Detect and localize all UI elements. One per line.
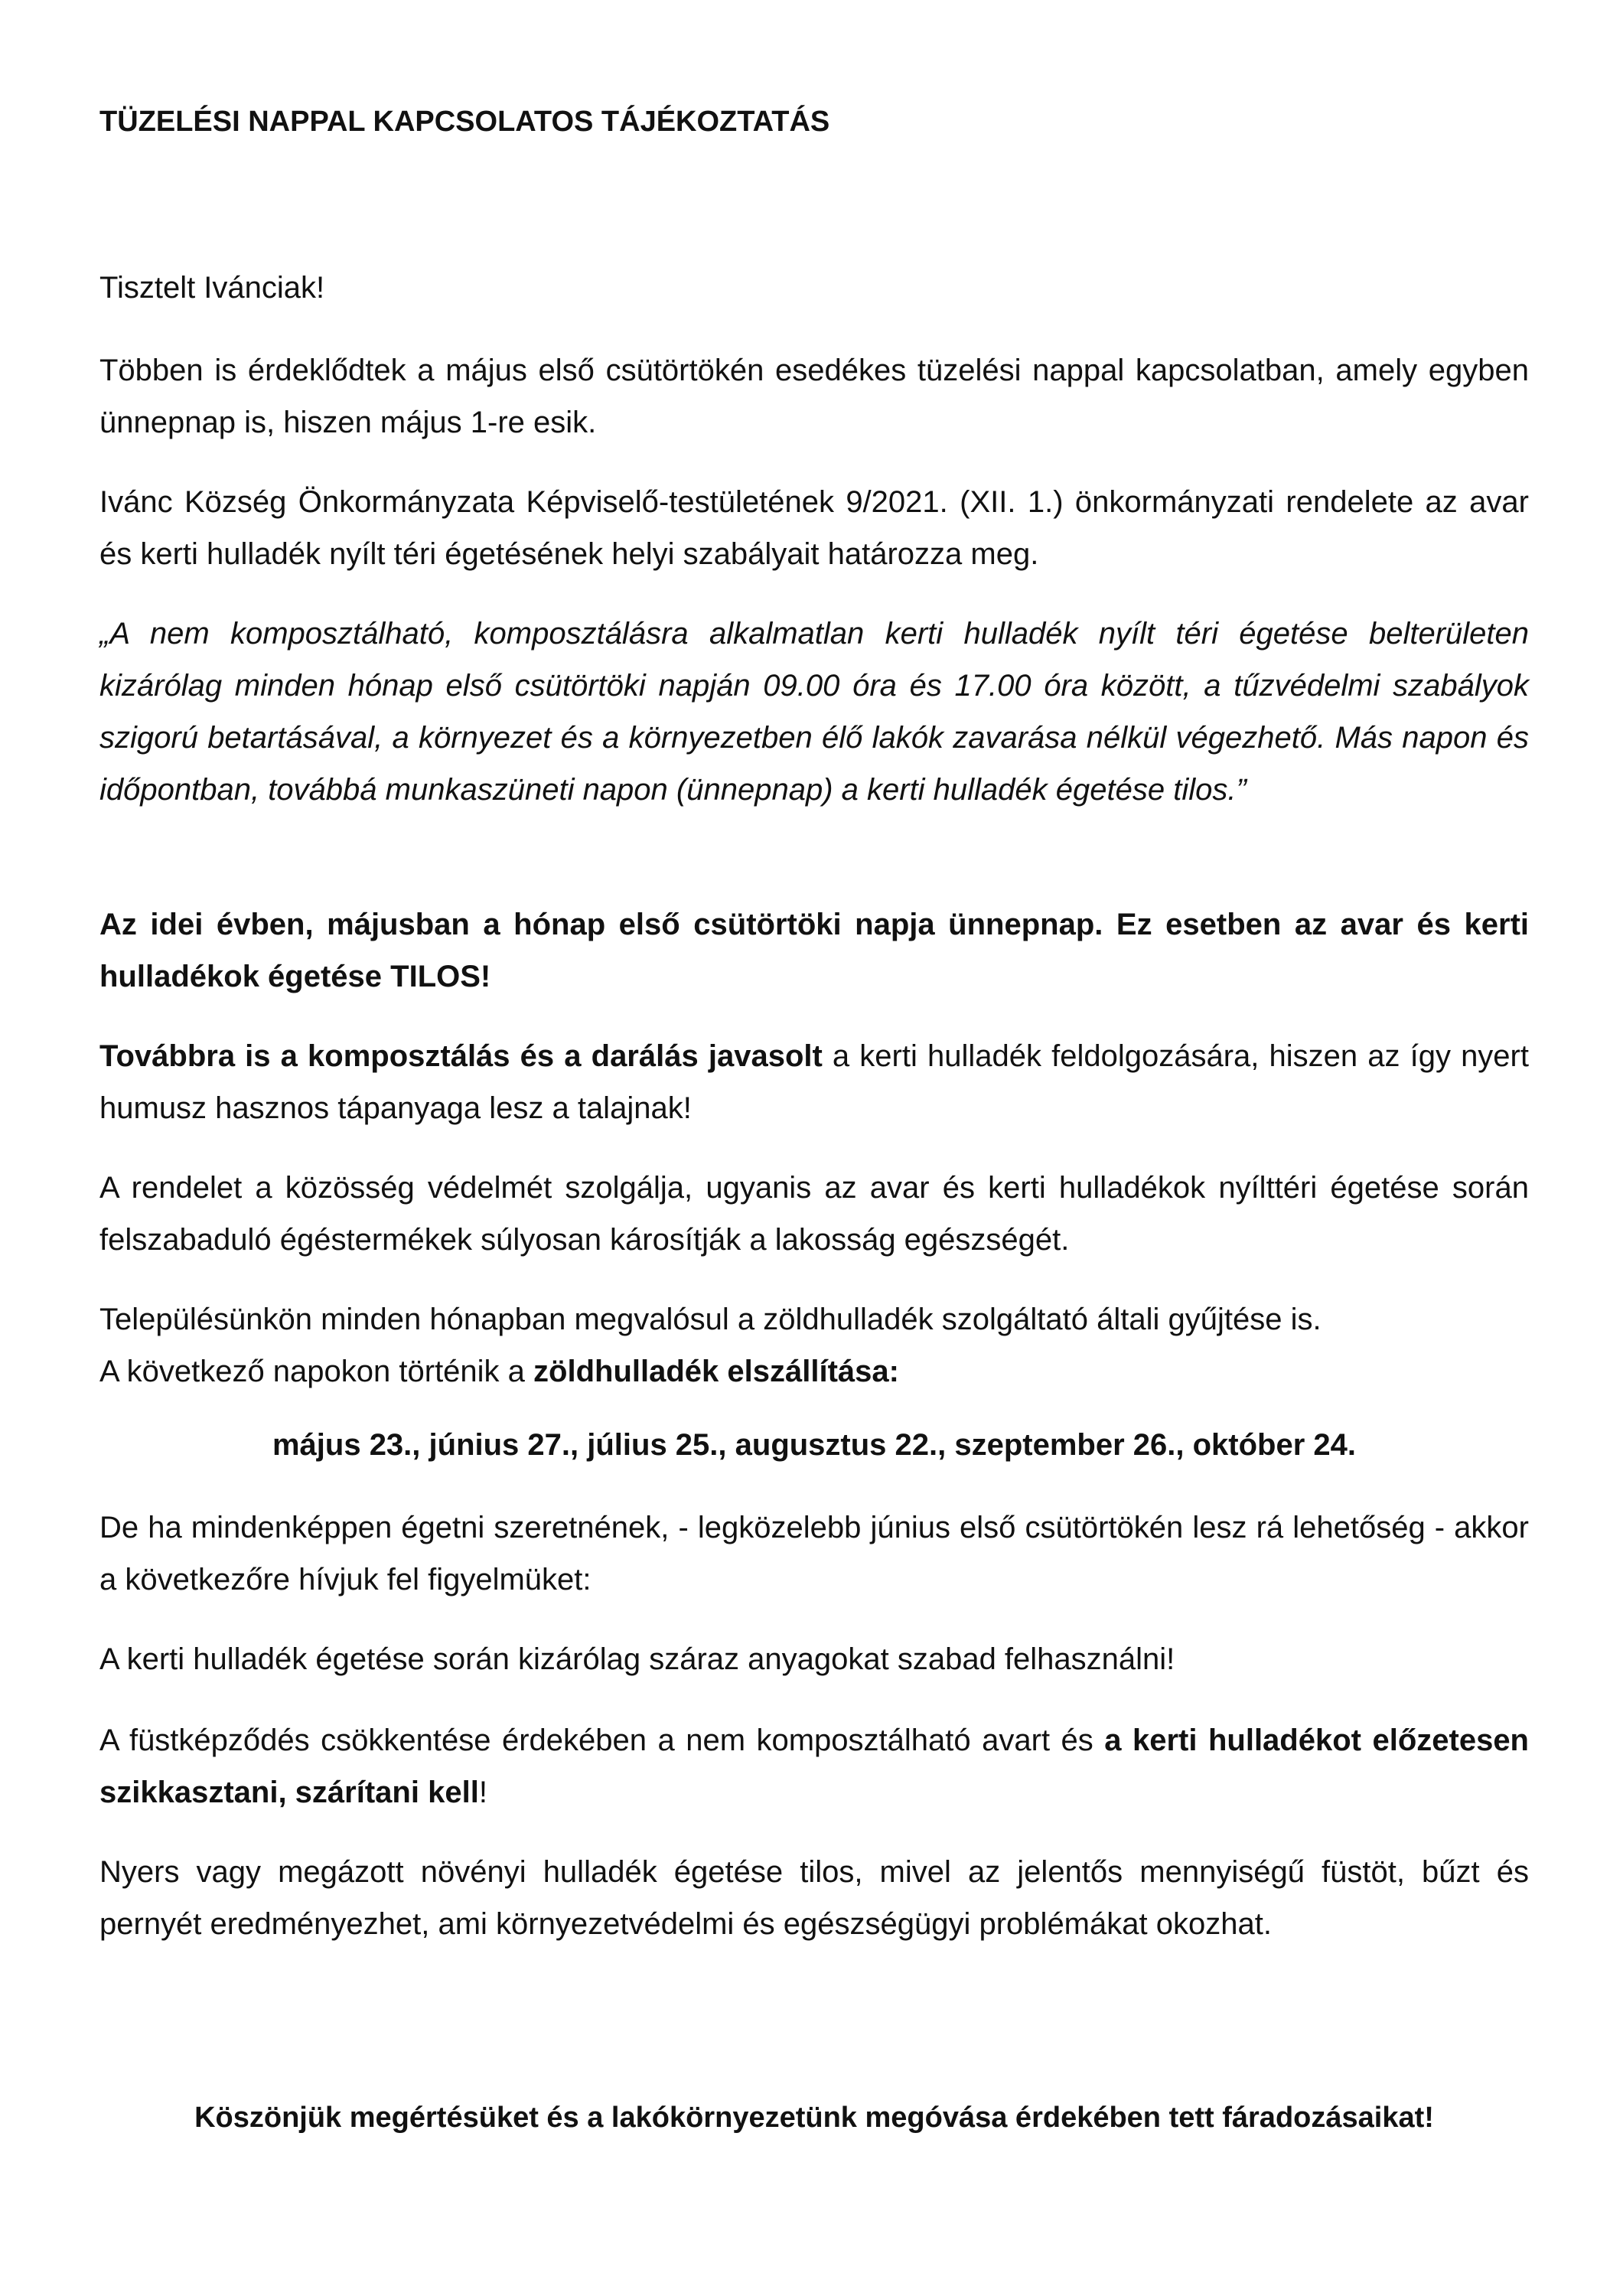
collection-line-1: Településünkön minden hónapban megvalósul a zöldhulladék szolgáltató általi gyűjtése is. <box>99 1303 1322 1336</box>
quoted-regulation: „A nem komposztálható, komposztálásra alkalmatlan kerti hulladék nyílt téri égetése belterületen kizárólag minden hónap első csütörtöki napján 09.00 óra és 17.00 óra között, a tűzvédelmi szabályok szigorú betartásával, a környezet és a környezetben élő lakók zavarása nélkül végezhető. Más napon és időpontban, továbbá munkaszüneti napon (ünnepnap) a kerti hulladék égetése tilos.” <box>99 617 1529 807</box>
paragraph-collection <box>99 1293 1529 1397</box>
paragraph-prohibition: Az idei évben, májusban a hónap első csütörtöki napja ünnepnap. Ez esetben az avar és kerti hulladékok égetése TILOS! <box>99 908 1529 993</box>
collection-dates: május 23., június 27., július 25., augusztus 22., szeptember 26., október 24. <box>272 1428 1357 1462</box>
paragraph-wet-waste: Nyers vagy megázott növényi hulladék égetése tilos, mivel az jelentős mennyiségű füstöt, bűzt és pernyét eredményezhet, ami környezetvédelmi és egészségügyi problémákat okozhat. <box>99 1855 1529 1941</box>
collection-line-2 <box>99 1345 1529 1397</box>
smoke-bold: a kerti hulladékot előzetesen szikkasztani, szárítani kell <box>99 1724 1529 1809</box>
paragraph-regulation-purpose: A rendelet a közösség védelmét szolgálja, ugyanis az avar és kerti hulladékok nyílttéri égetése során felszabaduló égéstermékek súlyosan károsítják a lakosság egészségét. <box>99 1171 1529 1257</box>
paragraph-1: Többen is érdeklődtek a május első csütörtökén esedékes tüzelési nappal kapcsolatban, amely egyben ünnepnap is, hiszen május 1-re esik. <box>99 354 1529 439</box>
paragraph-dry-materials: A kerti hulladék égetése során kizárólag száraz anyagokat szabad felhasználni! <box>99 1642 1175 1676</box>
document-title: TÜZELÉSI NAPPAL KAPCSOLATOS TÁJÉKOZTATÁS <box>99 106 830 138</box>
composting-bold: Továbbra is a komposztálás és a darálás javasolt <box>99 1039 823 1073</box>
collection-line-2-bold: zöldhulladék elszállítása: <box>533 1355 899 1388</box>
paragraph-next-opportunity: De ha mindenképpen égetni szeretnének, - legközelebb június első csütörtökén lesz rá lehetőség - akkor a következőre hívjuk fel figyelmüket: <box>99 1511 1529 1596</box>
closing-thanks: Köszönjük megértésüket és a lakókörnyezetünk megóvása érdekében tett fáradozásaikat! <box>194 2102 1434 2134</box>
paragraph-composting <box>99 1030 1529 1134</box>
paragraph-smoke-reduction <box>99 1714 1529 1818</box>
document-page <box>99 92 1529 2235</box>
smoke-end: ! <box>478 1776 487 1809</box>
greeting: Tisztelt Ivánciak! <box>99 271 325 305</box>
paragraph-2: Ivánc Község Önkormányzata Képviselő-testületének 9/2021. (XII. 1.) önkormányzati rendelete az avar és kerti hulladék nyílt téri égetésének helyi szabályait határozza meg. <box>99 485 1529 571</box>
composting-rest: a kerti hulladék feldolgozására, hiszen az így nyert humusz hasznos tápanyaga lesz a talajnak! <box>99 1039 1529 1125</box>
collection-line-2-plain: A következő napokon történik a <box>99 1355 534 1388</box>
smoke-plain: A füstképződés csökkentése érdekében a nem komposztálható avart és <box>99 1724 1105 1757</box>
